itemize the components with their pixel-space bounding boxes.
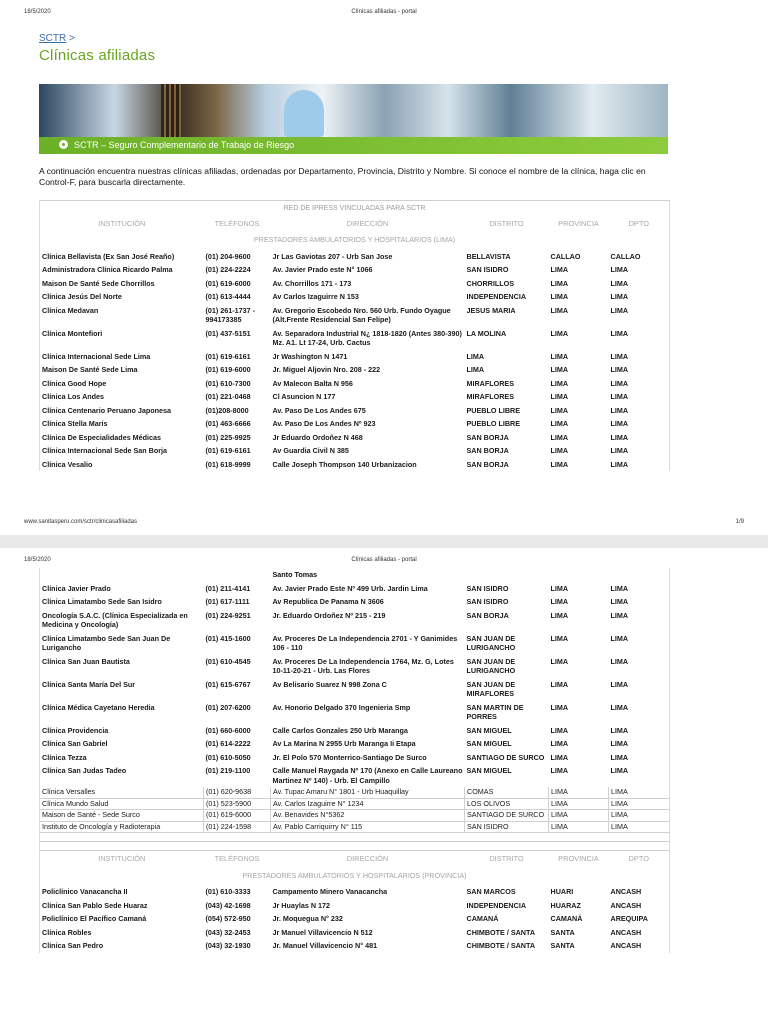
cell-provincia: LIMA <box>550 679 569 689</box>
continuation-row <box>40 568 670 582</box>
cell-institucion: Clínica Good Hope <box>42 378 107 388</box>
cell-provincia: LIMA <box>550 752 569 762</box>
cell-telefonos: (01) 619-6000 <box>205 365 251 374</box>
header-provincia: PROVINCIA <box>558 218 599 228</box>
test-tubes-graphic <box>161 84 181 137</box>
clinics-table-page1 <box>39 200 670 471</box>
cell-institucion: Clínica San Judas Tadeo <box>42 766 127 775</box>
cell-provincia: CAMANÁ <box>550 914 583 924</box>
cell-institucion: Clínica Tezza <box>42 752 87 762</box>
cell-dpto: LIMA <box>610 739 629 748</box>
cell-institucion: Policlínico Vanacancha II <box>42 887 128 897</box>
cell-distrito: INDEPENDENCIA <box>466 900 527 910</box>
header-dpto: DPTO <box>628 854 649 864</box>
cell-provincia: LIMA <box>550 583 569 593</box>
cell-distrito: CAMANÁ <box>466 914 499 924</box>
table-row <box>40 350 670 364</box>
table-row <box>40 327 670 350</box>
banner-image <box>39 84 668 154</box>
table-row <box>40 764 670 787</box>
cell-direccion: Av Carlos Izaguirre N 153 <box>272 292 359 301</box>
cell-institucion: Clínica Stella Maris <box>42 419 108 428</box>
cell-direccion: Jr Washington N 1471 <box>272 351 348 361</box>
cell-direccion: Av. Separadora Industrial N¿ 1818-1820 (Antes 380-390) Mz. A1. Lt 17-24, Urb. Cactus <box>272 328 462 347</box>
cell-direccion: Av. Benavides N°5362 <box>271 810 465 822</box>
table-row <box>40 885 670 899</box>
print-url: www.sanitasperu.com/sctr/clinicasafiliadas <box>24 519 138 525</box>
cell-direccion: Jr Las Gaviotas 207 - Urb San Jose <box>272 251 393 261</box>
cell-provincia: HUARAZ <box>550 900 581 910</box>
cell-telefonos: (01) 620-9638 <box>204 787 271 798</box>
cell-distrito: SAN BORJA <box>466 432 509 442</box>
cell-direccion: Jr Huaylas N 172 <box>272 900 331 910</box>
cell-telefonos: (01) 204-9600 <box>205 251 251 261</box>
cell-distrito: SAN ISIDRO <box>466 597 509 606</box>
table-caption: RED DE IPRESS VINCULADAS PARA SCTR <box>283 205 426 212</box>
cell-provincia: LIMA <box>550 610 569 620</box>
cell-provincia: LIMA <box>550 739 569 748</box>
cell-distrito: CHORRILLOS <box>466 278 515 288</box>
cell-institucion: Clínica San Pedro <box>42 941 104 951</box>
cell-provincia: HUARI <box>550 887 574 897</box>
banner-strip <box>39 137 668 154</box>
bullet-icon <box>59 140 68 149</box>
cell-direccion: Av. Paso De Los Andes 675 <box>272 405 366 415</box>
cell-telefonos: (01) 224-1598 <box>204 821 271 833</box>
cell-institucion: Clínica De Especialidades Médicas <box>42 432 162 442</box>
table-row <box>40 810 670 822</box>
cell-direccion: Av. Honorio Delgado 370 Ingenieria Smp <box>272 702 411 712</box>
table-row <box>40 798 670 810</box>
cell-provincia: LIMA <box>550 278 569 288</box>
cell-dpto: ANCASH <box>610 927 642 937</box>
table-row <box>40 655 670 678</box>
cell-provincia: LIMA <box>550 597 569 606</box>
cell-provincia: LIMA <box>550 446 569 455</box>
cell-dpto: ANCASH <box>610 900 642 910</box>
cell-telefonos: (01) 224-2224 <box>205 265 251 274</box>
cell-distrito: SAN MIGUEL <box>466 739 512 748</box>
cell-distrito: LOS OLIVOS <box>465 798 549 810</box>
cell-distrito: SAN ISIDRO <box>465 821 549 833</box>
breadcrumb-link-sctr[interactable]: SCTR <box>39 33 67 44</box>
cell-telefonos: (01) 211-4141 <box>205 583 251 593</box>
blank-row <box>40 842 670 851</box>
cell-dpto: LIMA <box>610 392 629 401</box>
table-row <box>40 444 670 458</box>
cell-telefonos: (01) 619-6161 <box>205 351 251 361</box>
cell-telefonos: (043) 32-1930 <box>205 941 251 951</box>
cell-telefonos: (01) 613-4444 <box>205 292 251 301</box>
cell-telefonos: (01) 660-6000 <box>205 725 251 735</box>
cell-dpto: LIMA <box>610 597 629 606</box>
cell-provincia: LIMA <box>550 378 569 388</box>
cell-distrito: MIRAFLORES <box>466 378 515 388</box>
table-row <box>40 912 670 926</box>
cell-telefonos: (043) 42-1698 <box>205 900 251 910</box>
cell-institucion: Clínica Robles <box>42 927 92 937</box>
cell-direccion: Jr. Miguel Aljovin Nro. 208 - 222 <box>272 365 381 374</box>
table-row <box>40 787 670 798</box>
cell-dpto: LIMA <box>610 752 629 762</box>
cell-distrito: SANTIAGO DE SURCO <box>466 752 545 762</box>
cell-telefonos: (01) 224-9251 <box>205 610 251 620</box>
cell-provincia: LIMA <box>550 265 569 274</box>
cell-institucion: Clínica Medavan <box>42 305 99 315</box>
cell-institucion: Clínica Limatambo Sede San Isidro <box>42 597 162 606</box>
cell-telefonos: (01) 618-9999 <box>205 459 251 469</box>
cell-provincia: SANTA <box>550 941 575 951</box>
cell-distrito: SAN MIGUEL <box>466 766 512 775</box>
cell-dpto: LIMA <box>610 419 629 428</box>
cell-distrito: PUEBLO LIBRE <box>466 419 521 428</box>
cell-provincia: LIMA <box>549 798 609 810</box>
cell-distrito: SAN BORJA <box>466 459 509 469</box>
print-date: 18/5/2020 <box>24 557 51 563</box>
cell-telefonos: (01) 523-5900 <box>204 798 271 810</box>
cell-institucion: Clínica Médica Cayetano Heredia <box>42 702 155 712</box>
intro-text: A continuación encuentra nuestras clínicas afiliadas, ordenadas por Departamento, Provincia, Distrito y Nombre. Si conoce el nombre de la clínica, haga clic en Control-F, para buscarla directamente. <box>39 166 646 187</box>
cell-direccion: Av Republica De Panama N 3606 <box>272 597 384 606</box>
cell-provincia: LIMA <box>550 766 569 775</box>
cell-telefonos: (01) 207-6200 <box>205 702 251 712</box>
cell-distrito: BELLAVISTA <box>466 251 511 261</box>
cell-institucion: Maison De Santé Sede Lima <box>42 365 138 374</box>
header-direccion: DIRECCIÓN <box>346 854 389 864</box>
table-row <box>40 277 670 291</box>
table-row <box>40 678 670 701</box>
cell-direccion: Cl Asuncion N 177 <box>272 392 336 401</box>
cell-provincia: LIMA <box>550 351 569 361</box>
cell-direccion: Av. Carlos Izaguirre N° 1234 <box>271 798 465 810</box>
cell-distrito: LIMA <box>466 365 485 374</box>
cell-telefonos: (01) 261-1737 - 994173385 <box>205 305 256 324</box>
cell-distrito: COMAS <box>465 787 549 798</box>
cell-direccion: Av Belisario Suarez N 998 Zona C <box>272 679 387 689</box>
cell-dpto: LIMA <box>610 446 629 455</box>
cell-direccion: Jr. El Polo 570 Monterrico-Santiago De Surco <box>272 752 427 762</box>
cell-institucion: Clínica Internacional Sede Lima <box>42 351 151 361</box>
cell-provincia: CALLAO <box>550 251 581 261</box>
cell-telefonos: (01) 610-5050 <box>205 752 251 762</box>
cell-institucion: Clínica Javier Prado <box>42 583 111 593</box>
scientist-graphic <box>284 90 324 137</box>
cell-direccion: Av. Proceres De La Independencia 1764, Mz. G, Lotes 10-11-20-21 - Urb. Las Flores <box>272 656 454 675</box>
cell-direccion: Calle Joseph Thompson 140 Urbanizacion <box>272 459 417 469</box>
cell-provincia: LIMA <box>549 810 609 822</box>
table-row <box>40 404 670 418</box>
cell-distrito: LIMA <box>466 351 485 361</box>
cell-institucion: Clínica Bellavista (Ex San José Reaño) <box>42 251 175 261</box>
table-row <box>40 939 670 953</box>
cell-dpto: LIMA <box>610 405 629 415</box>
cell-telefonos: (054) 572-950 <box>205 914 251 924</box>
cell-dpto: ANCASH <box>610 941 642 951</box>
cell-direccion: Av. Pablo Carriquirry N° 115 <box>271 821 465 833</box>
header-institucion: INSTITUCIÓN <box>98 854 146 864</box>
continuation-text: Santo Tomas <box>272 570 318 579</box>
cell-dpto: LIMA <box>610 432 629 442</box>
cell-provincia: LIMA <box>550 725 569 735</box>
table-row <box>40 724 670 738</box>
cell-dpto: LIMA <box>610 679 629 689</box>
header-distrito: DISTRITO <box>489 218 524 228</box>
cell-provincia: LIMA <box>550 432 569 442</box>
table-row <box>40 417 670 431</box>
cell-dpto: LIMA <box>610 725 629 735</box>
cell-telefonos: (01) 610-3333 <box>205 887 251 897</box>
cell-distrito: SAN JUAN DE LURIGANCHO <box>466 656 516 675</box>
cell-direccion: Jr Manuel Villavicencio N 512 <box>272 927 373 937</box>
cell-telefonos: (01) 614-2222 <box>205 739 251 748</box>
section-header-lima: PRESTADORES AMBULATORIOS Y HOSPITALARIOS (LIMA) <box>253 235 456 244</box>
header-institucion: INSTITUCIÓN <box>98 218 146 228</box>
page-title: Clínicas afiliadas <box>39 47 156 64</box>
cell-provincia: LIMA <box>550 419 569 428</box>
cell-distrito: LA MOLINA <box>466 328 507 338</box>
cell-provincia: LIMA <box>550 392 569 401</box>
cell-telefonos: (01)208-8000 <box>205 405 249 415</box>
cell-direccion: Campamento Minero Vanacancha <box>272 887 388 897</box>
cell-institucion: Instituto de Oncología y Radioterapia <box>40 821 204 833</box>
header-telefonos: TELÉFONOS <box>214 218 260 228</box>
cell-telefonos: (043) 32-2453 <box>205 927 251 937</box>
cell-institucion: Maison De Santé Sede Chorrillos <box>42 278 155 288</box>
cell-dpto: LIMA <box>609 787 670 798</box>
cell-distrito: CHIMBOTE / SANTA <box>466 941 536 951</box>
cell-institucion: Clínica Vesalio <box>42 459 93 469</box>
cell-telefonos: (01) 415-1600 <box>205 633 251 643</box>
cell-institucion: Clínica Montefiori <box>42 328 103 338</box>
header-telefonos: TELÉFONOS <box>214 854 260 864</box>
blank-row <box>40 833 670 842</box>
cell-telefonos: (01) 221-0468 <box>205 392 251 401</box>
cell-distrito: SAN MARTIN DE PORRES <box>466 702 524 721</box>
breadcrumb-separator: > <box>69 33 75 44</box>
table-row <box>40 390 670 404</box>
print-title: Clínicas afiliadas - portal <box>351 9 417 15</box>
cell-telefonos: (01) 610-4545 <box>205 656 251 666</box>
cell-dpto: AREQUIPA <box>610 914 648 924</box>
cell-distrito: SAN JUAN DE MIRAFLORES <box>466 679 516 698</box>
cell-direccion: Jr. Eduardo Ordoñez Nº 215 - 219 <box>272 610 386 620</box>
cell-direccion: Av. Tupac Amaru N° 1801 - Urb Huaquillay <box>271 787 465 798</box>
cell-institucion: Policlínico El Pacífico Camaná <box>42 914 147 924</box>
cell-distrito: SAN BORJA <box>466 446 509 455</box>
header-provincia: PROVINCIA <box>558 854 599 864</box>
cell-distrito: CHIMBOTE / SANTA <box>466 927 536 937</box>
cell-institucion: Clínica Santa María Del Sur <box>42 679 136 689</box>
cell-provincia: LIMA <box>549 787 609 798</box>
table-row <box>40 363 670 377</box>
cell-direccion: Av. Chorrillos 171 - 173 <box>272 278 352 288</box>
table-row <box>40 582 670 596</box>
cell-institucion: Clínica Mundo Salud <box>40 798 204 810</box>
cell-distrito: MIRAFLORES <box>466 392 515 401</box>
cell-dpto: LIMA <box>610 702 629 712</box>
cell-dpto: LIMA <box>610 459 629 469</box>
table-row <box>40 926 670 940</box>
cell-provincia: LIMA <box>550 656 569 666</box>
cell-direccion: Av Guardia Civil N 385 <box>272 446 349 455</box>
cell-direccion: Av. Gregorio Escobedo Nro. 560 Urb. Fundo Oyague (Alt.Frente Residencial San Felipe) <box>272 305 451 324</box>
cell-distrito: SAN MARCOS <box>466 887 516 897</box>
cell-direccion: Av. Javier Prado este N° 1066 <box>272 265 373 274</box>
cell-dpto: LIMA <box>610 292 629 301</box>
cell-dpto: LIMA <box>610 278 629 288</box>
cell-institucion: Clínica San Juan Bautista <box>42 656 130 666</box>
cell-dpto: ANCASH <box>610 887 642 897</box>
clinics-table-page2 <box>39 568 670 953</box>
print-title: Clínicas afiliadas - portal <box>351 557 417 563</box>
table-row <box>40 431 670 445</box>
cell-direccion: Av La Marina N 2955 Urb Maranga Ii Etapa <box>272 739 416 748</box>
header-distrito: DISTRITO <box>489 854 524 864</box>
print-date: 18/5/2020 <box>24 9 51 15</box>
cell-provincia: LIMA <box>550 702 569 712</box>
cell-direccion: Av Malecon Balta N 956 <box>272 378 353 388</box>
cell-telefonos: (01) 619-6000 <box>204 810 271 822</box>
cell-dpto: LIMA <box>610 351 629 361</box>
table-header <box>40 851 670 869</box>
cell-dpto: LIMA <box>610 265 629 274</box>
cell-provincia: LIMA <box>550 292 569 301</box>
cell-institucion: Clínica Providencia <box>42 725 109 735</box>
table-row <box>40 458 670 472</box>
header-direccion: DIRECCIÓN <box>346 218 389 228</box>
cell-direccion: Av. Paso De Los Andes Nº 923 <box>272 419 376 428</box>
cell-dpto: LIMA <box>610 656 629 666</box>
page-number: 1/9 <box>735 519 744 525</box>
table-row <box>40 701 670 724</box>
table-row <box>40 250 670 264</box>
table-row <box>40 899 670 913</box>
cell-institucion: Clínica Internacional Sede San Borja <box>42 446 168 455</box>
cell-telefonos: (01) 463-6666 <box>205 419 251 428</box>
cell-dpto: LIMA <box>610 378 629 388</box>
table-row <box>40 595 670 609</box>
cell-provincia: LIMA <box>550 459 569 469</box>
cell-telefonos: (01) 219-1100 <box>205 766 251 775</box>
cell-provincia: LIMA <box>550 305 569 315</box>
cell-dpto: LIMA <box>609 821 670 833</box>
cell-distrito: PUEBLO LIBRE <box>466 405 521 415</box>
cell-institucion: Clínica San Gabriel <box>42 739 108 748</box>
cell-institucion: Clínica Limatambo Sede San Juan De Lurigancho <box>42 633 171 652</box>
cell-telefonos: (01) 619-6161 <box>205 446 251 455</box>
cell-provincia: LIMA <box>550 365 569 374</box>
cell-dpto: LIMA <box>610 328 629 338</box>
cell-provincia: LIMA <box>550 328 569 338</box>
cell-telefonos: (01) 619-6000 <box>205 278 251 288</box>
section-header-provincia: PRESTADORES AMBULATORIOS Y HOSPITALARIOS (PROVINCIA) <box>242 870 467 880</box>
cell-distrito: JESUS MARIA <box>466 305 516 315</box>
table-row <box>40 304 670 327</box>
lab-photo <box>39 84 668 137</box>
cell-dpto: LIMA <box>610 365 629 374</box>
table-row <box>40 751 670 765</box>
header-dpto: DPTO <box>628 218 649 228</box>
cell-distrito: SAN ISIDRO <box>466 265 509 274</box>
cell-direccion: Calle Manuel Raygada Nº 170 (Anexo en Calle Laureano Martinez Nº 140) - Urb. El Campillo <box>272 766 463 785</box>
cell-distrito: SAN BORJA <box>466 610 509 620</box>
table-row <box>40 632 670 655</box>
table-row <box>40 263 670 277</box>
cell-distrito: SAN MIGUEL <box>466 725 512 735</box>
cell-institucion: Oncología S.A.C. (Clínica Especializada en Medicina y Oncología) <box>42 610 188 629</box>
cell-dpto: LIMA <box>609 798 670 810</box>
cell-telefonos: (01) 615-6767 <box>205 679 251 689</box>
cell-dpto: LIMA <box>610 583 629 593</box>
cell-telefonos: (01) 225-9925 <box>205 432 251 442</box>
cell-dpto: LIMA <box>610 633 629 643</box>
cell-institucion: Clínica San Pablo Sede Huaraz <box>42 900 148 910</box>
cell-provincia: LIMA <box>550 405 569 415</box>
cell-distrito: SAN JUAN DE LURIGANCHO <box>466 633 516 652</box>
table-row <box>40 290 670 304</box>
cell-dpto: CALLAO <box>610 251 641 261</box>
breadcrumb <box>39 33 75 44</box>
cell-dpto: LIMA <box>610 766 629 775</box>
cell-distrito: INDEPENDENCIA <box>466 292 527 301</box>
banner-strip-text: SCTR – Seguro Complementario de Trabajo de Riesgo <box>74 140 295 150</box>
cell-telefonos: (01) 617-1111 <box>205 597 250 606</box>
cell-direccion: Calle Carlos Gonzales 250 Urb Maranga <box>272 725 408 735</box>
cell-provincia: LIMA <box>550 633 569 643</box>
cell-provincia: SANTA <box>550 927 575 937</box>
cell-dpto: LIMA <box>610 305 629 315</box>
cell-dpto: LIMA <box>610 610 629 620</box>
cell-institucion: Clínica Versalles <box>40 787 204 798</box>
cell-direccion: Jr Eduardo Ordoñez N 468 <box>272 432 363 442</box>
cell-dpto: LIMA <box>609 810 670 822</box>
table-header <box>40 216 670 234</box>
cell-direccion: Jr. Manuel Villavicencio N° 481 <box>272 941 378 951</box>
cell-institucion: Clínica Jesús Del Norte <box>42 292 122 301</box>
cell-direccion: Jr. Moquegua N° 232 <box>272 914 343 924</box>
cell-telefonos: (01) 437-5151 <box>205 328 251 338</box>
table-row <box>40 737 670 751</box>
cell-distrito: SANTIAGO DE SURCO <box>465 810 549 822</box>
cell-direccion: Av. Proceres De La Independencia 2701 - Y Ganimides 106 - 110 <box>272 633 458 652</box>
cell-institucion: Clínica Los Andes <box>42 392 105 401</box>
cell-institucion: Clínica Centenario Peruano Japonesa <box>42 405 172 415</box>
cell-institucion: Maison de Santé - Sede Surco <box>40 810 204 822</box>
cell-institucion: Administradora Clínica Ricardo Palma <box>42 265 173 274</box>
table-row <box>40 609 670 632</box>
cell-telefonos: (01) 610-7300 <box>205 378 251 388</box>
table-row <box>40 377 670 391</box>
cell-distrito: SAN ISIDRO <box>466 583 509 593</box>
table-row <box>40 821 670 833</box>
cell-provincia: LIMA <box>549 821 609 833</box>
cell-direccion: Av. Javier Prado Este Nº 499 Urb. Jardin Lima <box>272 583 428 593</box>
